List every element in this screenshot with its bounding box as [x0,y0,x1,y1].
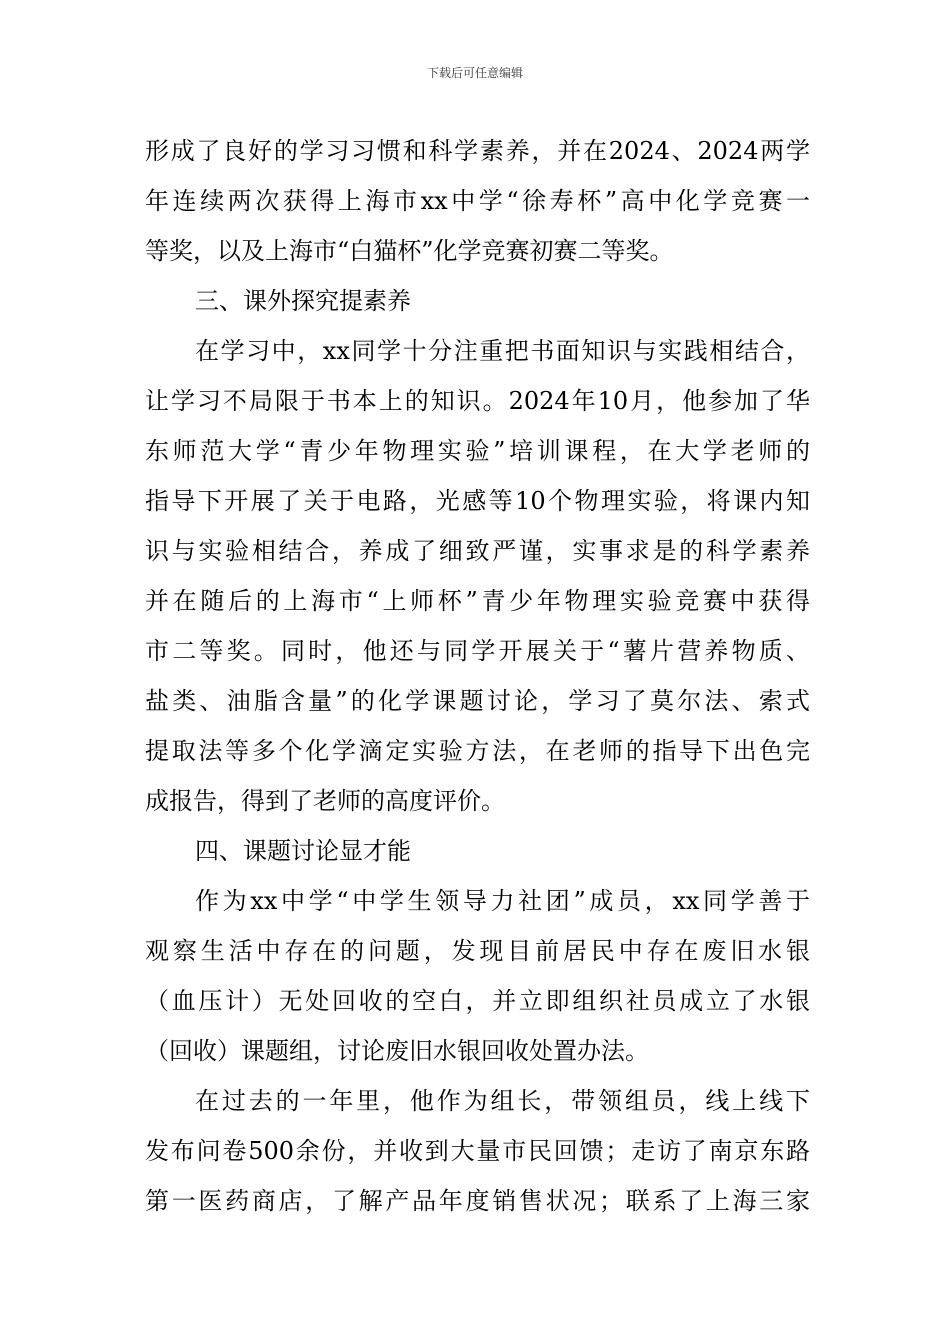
page-header-note: 下载后可任意编辑 [426,66,523,80]
document-body [145,126,810,1226]
paragraph-line: 第一医药商店，了解产品年度销售状况；联系了上海三家 [145,1187,810,1215]
paragraph-line: 在学习中，xx同学十分注重把书面知识与实践相结合， [195,337,810,365]
paragraph-line: 盐类、油脂含量”的化学课题讨论，学习了莫尔法、索式 [145,687,810,715]
paragraph-line: （血压计）无处回收的空白，并立即组织社员成立了水银 [145,987,810,1015]
paragraph-line: 并在随后的上海市“上师杯”青少年物理实验竞赛中获得 [145,587,810,615]
paragraph-line: 观察生活中存在的问题，发现目前居民中存在废旧水银 [145,937,810,965]
paragraph-line: （回收）课题组，讨论废旧水银回收处置办法。 [145,1037,649,1065]
paragraph-line: 作为xx中学“中学生领导力社团”成员，xx同学善于 [195,887,810,915]
paragraph-line: 让学习不局限于书本上的知识。2024年10月，他参加了华 [145,387,810,415]
paragraph-line: 在过去的一年里，他作为组长，带领组员，线上线下 [195,1087,810,1115]
paragraph-line: 年连续两次获得上海市xx中学“徐寿杯”高中化学竞赛一 [145,187,810,215]
paragraph-line: 东师范大学“青少年物理实验”培训课程，在大学老师的 [145,437,810,465]
section-heading: 三、课外探究提素养 [195,287,411,315]
section-heading: 四、课题讨论显才能 [195,837,411,865]
paragraph-line: 市二等奖。同时，他还与同学开展关于“薯片营养物质、 [145,637,810,665]
paragraph-line: 等奖，以及上海市“白猫杯”化学竞赛初赛二等奖。 [145,237,674,265]
paragraph-line: 成报告，得到了老师的高度评价。 [145,787,505,815]
paragraph-line: 发布问卷500余份，并收到大量市民回馈；走访了南京东路 [145,1137,810,1165]
paragraph-line: 识与实验相结合，养成了细致严谨，实事求是的科学素养 [145,537,810,565]
paragraph-line: 形成了良好的学习习惯和科学素养，并在2024、2024两学 [145,137,810,165]
paragraph-line: 指导下开展了关于电路，光感等10个物理实验，将课内知 [145,487,810,515]
paragraph-line: 提取法等多个化学滴定实验方法，在老师的指导下出色完 [145,737,810,765]
